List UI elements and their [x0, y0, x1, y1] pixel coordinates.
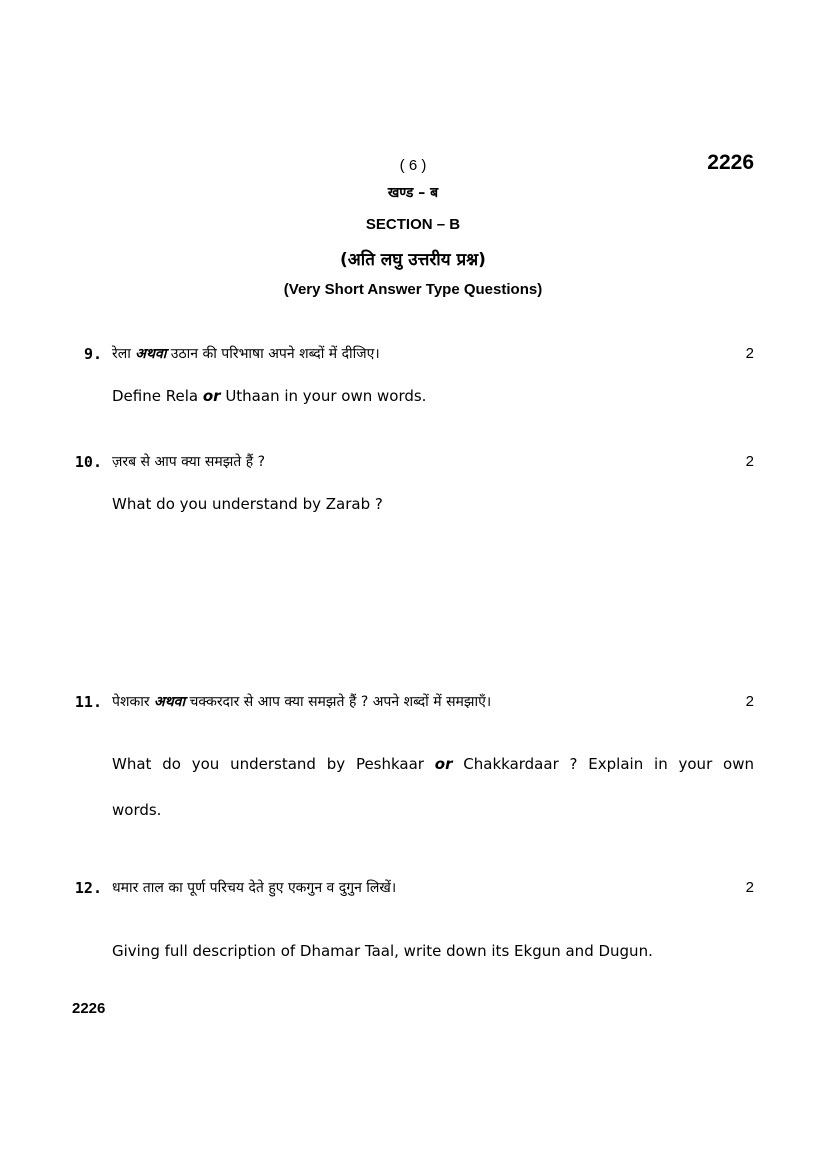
question-text-hindi: धमार ताल का पूर्ण परिचय देते हुए एकगुन व दुगुन लिखें।	[112, 880, 397, 896]
question-text-english: Define Rela or Uthaan in your own words.	[112, 387, 427, 405]
question-marks: 2	[745, 345, 754, 362]
question-text-english: What do you understand by Peshkaar or Chakkardaar ? Explain in your own	[112, 755, 754, 773]
section-title: SECTION – B	[365, 216, 461, 233]
question-text-hindi: ज़रब से आप क्या समझते हैं ?	[112, 454, 266, 470]
question-number: 9.	[83, 345, 102, 363]
question-text-hindi: पेशकार अथवा चक्करदार से आप क्या समझते हैं ? अपने शब्दों में समझाएँ।	[112, 694, 492, 710]
question-text-english: What do you understand by Zarab ?	[112, 495, 383, 513]
question-text-english: Giving full description of Dhamar Taal, write down its Ekgun and Dugun.	[112, 942, 653, 960]
emphasis-or-hindi: अथवा	[154, 694, 186, 710]
paper-code-bottom: 2226	[72, 1000, 106, 1017]
emphasis-or: or	[202, 387, 221, 405]
emphasis-or: or	[434, 755, 453, 773]
section-subtitle: (Very Short Answer Type Questions)	[283, 281, 543, 298]
question-number: 10.	[74, 453, 102, 471]
question-text-hindi: रेला अथवा उठान की परिभाषा अपने शब्दों में दीजिए।	[112, 346, 380, 362]
question-marks: 2	[745, 693, 754, 710]
section-subtitle-hindi: (अति लघु उत्तरीय प्रश्न)	[340, 250, 486, 270]
page-number: ( 6 )	[399, 157, 427, 174]
question-number: 12.	[74, 879, 102, 897]
paper-code-top: 2226	[707, 151, 754, 174]
question-number: 11.	[74, 693, 102, 711]
section-title-hindi: खण्ड – ब	[387, 185, 439, 201]
question-text-english-continued: words.	[112, 801, 162, 819]
emphasis-or-hindi: अथवा	[135, 346, 167, 362]
question-marks: 2	[745, 453, 754, 470]
question-marks: 2	[745, 879, 754, 896]
